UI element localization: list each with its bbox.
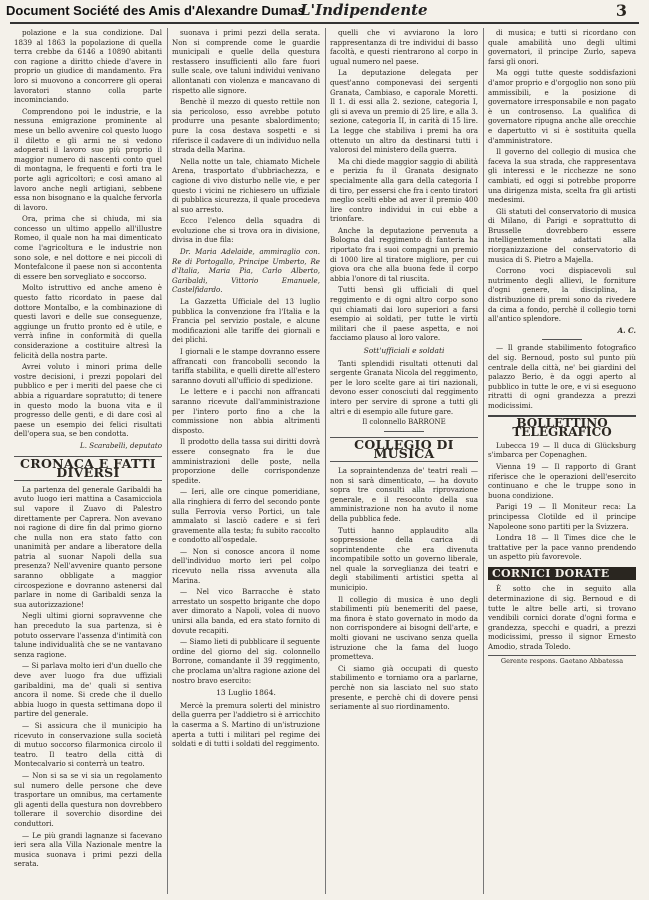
- article-paragraph: Ora, prima che si chiuda, mi sia concesso un ultimo appello all'illustre Romeo, il quale non ha mai dimenticato come l'agricoltura e le industrie non sono sole, e nel dottore e nei piccoli di Montefalcone il paese non si accontenta di essere ben sorvegliato e soccorso.: [14, 214, 162, 281]
- news-paragraph: Il collegio di musica è uno degli stabilimenti più benemeriti del paese, ma finora è stato governato in modo da non corrispondere ai bisogni dell'arte, e molti giovani ne uscivano senza quella istruzione che la fama del luogo prometteva.: [330, 594, 478, 662]
- news-paragraph: Ci siamo già occupati di questo stabilimento e torniamo ora a parlarne, perchè non sia lasciato nel suo stato presente, e perchè chi di dovere pensi seriamente al suo riordinamento.: [330, 663, 478, 712]
- news-paragraph: — Le più grandi lagnanze si facevano ieri sera alla Villa Nazionale mentre la musica suonava i primi pezzi della serata.: [14, 830, 162, 869]
- advertisement-paragraph: È sotto che in seguito alla determinazione di sig. Bernoud e di tutte le altre belle arti, si trovano vendibili cornici dorate d'ogni forma e grandezza, specchi e quadri, a prezzi modicissimi, presso il signor Ernesto Amodio, strada Toledo.: [488, 584, 636, 652]
- column-2: [172, 28, 320, 894]
- section-heading-telegrafico: BOLLETTINO TELEGRAFICO: [488, 415, 636, 438]
- newspaper-title: L'Indipendente: [300, 1, 428, 19]
- news-paragraph: — Si assicura che il municipio ha ricevuto in conservazione sulla società di mutuo soccorso filarmonica circolo il teatro. Il teatro della città di Montecalvario si conterrà un teatro.: [14, 720, 162, 769]
- section-heading-cronaca: CRONACA E FATTI DIVERSI: [14, 456, 162, 481]
- news-paragraph: — Non si sa se vi sia un regolamento sul numero delle persone che deve trasportare un omnibus, ma certamente gli agenti della questura non dovrebbero tollerare il soverchio disordine dei conduttori.: [14, 770, 162, 828]
- section-heading-collegio: COLLEGIO DI MUSICA: [330, 437, 478, 462]
- gerente-line: Gerente respons. Gaetano Abbatessa: [488, 655, 636, 667]
- colonel-signature: Il colonnello BARRONE: [362, 418, 446, 427]
- news-paragraph: — Nel vico Barracche è stato arrestato un sospetto brigante che dopo aver dimorato a Napoli, volea di nuovo unirsi alla banda, ed era stato fornito di dovute recapiti.: [172, 587, 320, 635]
- news-paragraph: Corrono voci dispiacevoli sul nutrimento degli allievi, le forniture d'ogni genere, la disciplina, la distribuzione di premi sono da rivedere da cima a fondo, perchè il collegio torni all'antico splendore.: [488, 266, 636, 324]
- news-paragraph: Tutti hanno applaudito alla soppressione della carica di soprintendente che era divenuta incompatibile sotto un governo liberale, nel quale la sorveglianza dei teatri e degli stabilimenti artistici spetta al municipio.: [330, 525, 478, 593]
- sotto-ufficiali-heading: Sott'ufficiali e soldati: [363, 346, 445, 355]
- news-paragraph: Il prodotto della tassa sui diritti dovrà essere consegnato fra le due amministrazioni delle poste, nella proporzione delle corrispondenze spedite.: [172, 437, 320, 485]
- news-paragraph: Anche la deputazione pervenuta a Bologna dal reggimento di fanteria ha riportato fra i suoi compagni un premio di 1000 lire al tiratore migliore, per cui giova ora che alla buona fede il corpo abbia l'onore di tal riuscita.: [330, 225, 478, 283]
- article-paragraph: Molto istruttivo ed anche ameno è questo fatto ricordato in paese dal dottore Montalbo, e la combinazione di questi lavori e delle sue conseguenze, aggiunge un frutto pronto ed è utile, e verrà infine in conformità di quella considerazione a costituire altresì la felicità della nostra parte.: [14, 283, 162, 360]
- news-paragraph: di musica; e tutti si ricordano con quale amabilità uno degli ultimi governatori, il principe Zurlo, sapeva farsi gli onori.: [488, 28, 636, 66]
- news-paragraph: Negli ultimi giorni sopravvenne che han preceduto la sua partenza, si è potuto osservare l'assenza d'intimità con talune individualità che se ne vantavano senza ragione.: [14, 611, 162, 659]
- page-number: 3: [615, 1, 627, 20]
- news-paragraph: Il governo del collegio di musica che faceva la sua strada, che rappresentava gli interessi e le ricchezze ne sono cambiati, ed oggi si potrebbe proporre una dirigenza mista, scelta fra gli artisti medesimi.: [488, 147, 636, 205]
- news-paragraph: quelli che vi avviarono la loro rappresentanza di tre individui di basso facoltà, e questi rientrarono al corpo in ugual numero nel paese.: [330, 28, 478, 66]
- news-paragraph: Tutti bensì gli ufficiali di quel reggimento e di ogni altro corpo sono qui chiamati dai loro superiori a farsi esempio ai soldati, per tutte le virtù militari che il paese aspetta, e noi facciamo plauso al loro valore.: [330, 285, 478, 343]
- news-paragraph: La sopraintendenza de' teatri reali — non si sarà dimenticato, — ha dovuto sopra tre consulti alla riprovazione generale, e il resoconto della sua amministrazione non ha avuto il nome della pubblica fede.: [330, 465, 478, 523]
- news-paragraph: I giornali e le stampe dovranno essere affrancati con francobolli secondo la tariffa stabilita, e quelli dirette all'estero saranno dovuti all'ufficio di spedizione.: [172, 347, 320, 385]
- news-paragraph: — Ieri, alle ore cinque pomeridiane, alla ringhiera di ferro del secondo ponte sulla Ferrovia verso Portici, un tale ammalato si lasciò cadere e si ferì gravemente alla testa; fu subito raccolto e condotto all'ospedale.: [172, 487, 320, 545]
- news-paragraph: — Non si conosce ancora il nome dell'individuo morto ieri pel colpo ricevuto nella rissa avvenuta alla Marina.: [172, 546, 320, 585]
- article-paragraph: polazione e la sua condizione. Dal 1839 al 1863 la popolazione di quella terra crebbe da 6146 a 10890 abitanti con ragione a diritto chiede d'avere in proprio un giudice di mandamento. Fra loro si muovono a concorrere gli operai lavoratori stanno colla parte incominciando.: [14, 28, 162, 105]
- news-paragraph: Tanti splendidi risultati ottenuti dal sergente Granata Nicola del reggimento, per le loro scelte gare ai tiri nazionali, devono esser conosciuti dal reggimento intero per servire di sprone a tutti gli altri e di esempio alle future gare.: [330, 358, 478, 416]
- article-signature: A. C.: [617, 325, 636, 335]
- news-paragraph: — Siamo lieti di pubblicare il seguente ordine del giorno del sig. colonnello Borrone, comandante il 39 reggimento, che proclama un'altra ragione azione del nostro bravo esercito:: [172, 637, 320, 685]
- article-signature: L. Scarabelli, deputato: [79, 440, 162, 450]
- telegram-item: Vienna 19 — Il rapporto di Grant riferisce che le operazioni dell'esercito continuano e che le truppe sono in buona condizione.: [488, 461, 636, 500]
- news-paragraph: La partenza del generale Garibaldi ha avuto luogo ieri mattina a Casamicciola sul vapore il Zuavo di Palestro direttamente per Caprera. Non avevano noi ragione di dire fin dal primo giorno che nulla non era stato fatto con unanimità per andare a liberatore della patria al suonar Napoli della sua presenza? Nell'avvenire quanto persone saranno obbligate a maggior circospezione e dovranno astenersi dal parlare in nome di Garibaldi senza la sua autorizzazione!: [14, 484, 162, 609]
- news-paragraph: Gli statuti del conservatorio di musica di Milano, di Parigi e soprattutto di Brusselle dovrebbero essere intelligentemente adattati alla riorganizzazione del conservatorio di musica di S. Pietro a Majella.: [488, 206, 636, 264]
- news-paragraph: Benchè il mezzo di questo rettile non sia pericoloso, esso avrebbe potuto produrre una pesante sbalordimento; pure la cosa destava sospetti e si riferisce il cadavere di un individuo nella strada della Marina.: [172, 97, 320, 155]
- column-1: [14, 28, 162, 894]
- article-columns: [14, 28, 636, 894]
- news-paragraph: La Gazzetta Ufficiale del 13 luglio pubblica la convenzione fra l'Italia e la Francia pel servizio postale, e alcune modificazioni alle tariffe dei giornali e dei plichi.: [172, 297, 320, 345]
- telegram-item: Lubecca 19 — Il duca di Glücksburg s'imbarca per Copenaghen.: [488, 440, 636, 460]
- news-paragraph: La deputazione delegata per quest'anno componevasi dei sergenti Granata, Cambiaso, e caporale Moretti. Il 1. di essi alla 2. sezione, categoria I, gli si aveva un premio di 25 lire, e alla 3. sezione, categoria II, in carità di 15 lire. La legge che stabiliva i premi ha ora ottenuto un altro da destinarsi tutti i valorosi del ministero della guerra.: [330, 68, 478, 155]
- news-paragraph: Nella notte un tale, chiamato Michele Arena, trasportato d'ubbriachezza, e cagione di vivo disturbo nelle vie, e per questo i vicini ne richiesero un uffiziale di pubblica sicurezza, il quale procedeva al suo arresto.: [172, 156, 320, 214]
- section-heading-cornici: CORNICI DORATE: [488, 567, 636, 581]
- article-paragraph: Comprendono poi le industrie, e la nessuna emigrazione prominente al mese un bello avvenire col questo luogo il diletto e gli armi ne si vedono adoperati il lavoro suo più proprio il maggior numero di nascenti conto quel di montagna, le frequenti e forti tra le porte agli agricoltori; e così amano al lavoro anche negli artigiani, sebbene essa non bisognano e la qualche fervorla di lavoro.: [14, 106, 162, 212]
- telegram-item: Londra 18 — Il Times dice che le trattative per la pace vanno prendendo un aspetto più favorevole.: [488, 533, 636, 562]
- separator-rule: [384, 431, 424, 432]
- news-paragraph: Le lettere e i pacchi non affrancati saranno ricevute dall'amministrazione per l'intero porto fino a che la commissione non abbia altrimenti disposto.: [172, 387, 320, 435]
- news-paragraph: Ma oggi tutte queste soddisfazioni d'amor proprio e d'orgoglio non sono più ammissibili, e la posizione di governatore irresponsabile e non pagato è un controsenso. La qualifica di governatore ripugna anche alle orecchie e dapertutto vi si è sostituita quella d'amministratore.: [488, 68, 636, 145]
- advertisement-paragraph: — Il grande stabilimento fotografico del sig. Bernoud, posto sul punto più centrale della città, ne' bei giardini del palazzo Berio, è da oggi aperto al pubblico in tutte le ore, e vi si eseguono ritratti di ogni grandezza a prezzi modicissimi.: [488, 343, 636, 410]
- squadra-list: Dr. Maria Adelaide, ammiraglio con. Re di Portogallo, Principe Umberto, Re d'Italia, Maria Pia, Carlo Alberto, Garibaldi, Vittorio Emanuele, Castelfidardo.: [172, 247, 320, 295]
- article-paragraph: Avrei voluto i minori prima delle vostre decisioni, i prezzi popolari del pubblico e per i meriti del paese che ci abbia a riguardare sopratutto; di tenere in questo modo la buona vita e il progresso delle genti, e di dare così al paese un esempio dei felici risultati dell'opera sua, se ben condotta.: [14, 362, 162, 439]
- separator-rule: [542, 339, 582, 340]
- masthead-rule: [10, 22, 639, 24]
- document-watermark: Document Société des Amis d'Alexandre Dumas: [6, 3, 305, 18]
- news-paragraph: Mercè la premura solerti del ministro della guerra per l'addietro si è arricchito la caserma a S. Martino di un'istruzione aperta a tutti i militari pel regime dei soldati e di tutti i soldati del reggimento.: [172, 700, 320, 749]
- telegram-item: Parigi 19 — Il Moniteur reca: La principessa Clotilde ed il principe Napoleone sono partiti per la Svizzera.: [488, 502, 636, 531]
- column-4: [488, 28, 636, 894]
- column-3: [330, 28, 478, 894]
- news-paragraph: suonava i primi pezzi della serata. Non si comprende come le guardie municipali e quelle della questura restassero insufficienti allo fare fuori sulle scale, ove taluni individui venivano allontanati con violenza e mancavano di rispetto alle signore.: [172, 28, 320, 95]
- news-paragraph: — Si parlava molto ieri d'un duello che deve aver luogo fra due uffiziali garibaldini, ma de' quali si sentiva ancora il nome. Si crede che il duello abbia luogo in questa settimana dopo il partire del generale.: [14, 661, 162, 719]
- order-date: 13 Luglio 1864.: [216, 688, 276, 698]
- squadra-intro: Ecco l'elenco della squadra di evoluzione che si trova ora in divisione, divisa in due fila:: [172, 216, 320, 245]
- news-paragraph: Ma chi diede maggior saggio di abilità e perizia fu il Granata designato specialmente alla gara della categoria I di tiro, per essersi che fra i cento tiratori meglio scelti ebbe ad aver il premio 400 lire contro individui in cui ebbe a trionfare.: [330, 156, 478, 224]
